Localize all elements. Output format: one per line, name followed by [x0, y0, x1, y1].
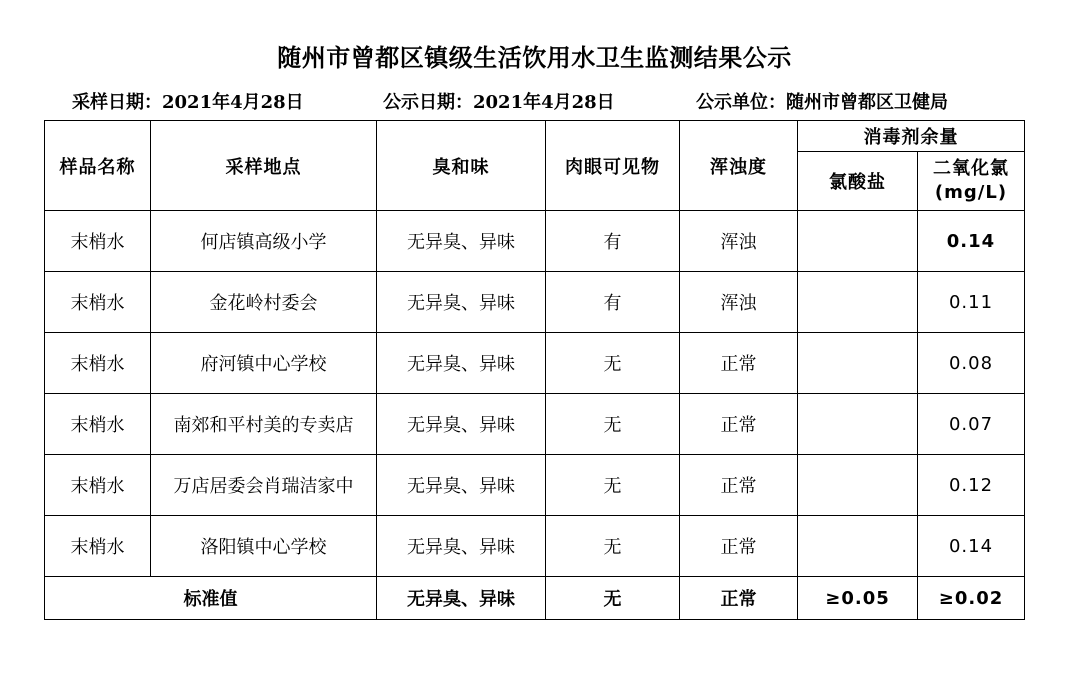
cell-chlorine-dioxide: 0.07	[918, 394, 1025, 455]
cell-sample-name: 末梢水	[45, 333, 151, 394]
cell-visible: 无	[546, 333, 680, 394]
header-smell: 臭和味	[377, 121, 546, 211]
standard-turbidity: 正常	[680, 577, 798, 620]
cell-smell: 无异臭、异味	[377, 455, 546, 516]
cell-visible: 有	[546, 211, 680, 272]
cell-location: 何店镇高级小学	[151, 211, 377, 272]
cell-location: 洛阳镇中心学校	[151, 516, 377, 577]
cell-chlorine-dioxide: 0.14	[918, 516, 1025, 577]
publish-date: 公示日期：2021年4月28日	[383, 92, 615, 113]
cell-turbidity: 正常	[680, 333, 798, 394]
cell-chlorine-dioxide: 0.11	[918, 272, 1025, 333]
cell-turbidity: 浑浊	[680, 272, 798, 333]
standard-label: 标准值	[45, 577, 377, 620]
cell-location: 金花岭村委会	[151, 272, 377, 333]
sample-date: 采样日期：2021年4月28日	[72, 92, 304, 113]
cell-chlorate	[798, 455, 918, 516]
cell-sample-name: 末梢水	[45, 516, 151, 577]
table-row	[45, 394, 1025, 455]
cell-visible: 有	[546, 272, 680, 333]
header-chlorine-dioxide-name: 二氧化氯	[933, 158, 1009, 179]
cell-chlorine-dioxide: 0.12	[918, 455, 1025, 516]
standard-smell: 无异臭、异味	[377, 577, 546, 620]
cell-smell: 无异臭、异味	[377, 394, 546, 455]
results-table	[44, 120, 1025, 620]
cell-chlorate	[798, 272, 918, 333]
cell-chlorate	[798, 516, 918, 577]
table-row	[45, 211, 1025, 272]
cell-location: 万店居委会肖瑞洁家中	[151, 455, 377, 516]
cell-smell: 无异臭、异味	[377, 211, 546, 272]
standard-visible: 无	[546, 577, 680, 620]
table-row	[45, 516, 1025, 577]
header-visible: 肉眼可见物	[546, 121, 680, 211]
cell-turbidity: 正常	[680, 516, 798, 577]
cell-chlorine-dioxide: 0.14	[918, 211, 1025, 272]
standard-chlorine-dioxide: ≥0.02	[918, 577, 1025, 620]
table-row	[45, 272, 1025, 333]
cell-turbidity: 浑浊	[680, 211, 798, 272]
cell-chlorine-dioxide: 0.08	[918, 333, 1025, 394]
cell-chlorate	[798, 211, 918, 272]
cell-sample-name: 末梢水	[45, 394, 151, 455]
header-sample-name: 样品名称	[45, 121, 151, 211]
cell-sample-name: 末梢水	[45, 455, 151, 516]
cell-visible: 无	[546, 394, 680, 455]
table-row	[45, 455, 1025, 516]
header-chlorine-dioxide	[918, 152, 1025, 211]
cell-visible: 无	[546, 516, 680, 577]
standard-chlorate: ≥0.05	[798, 577, 918, 620]
cell-chlorate	[798, 333, 918, 394]
header-turbidity: 浑浊度	[680, 121, 798, 211]
cell-sample-name: 末梢水	[45, 272, 151, 333]
cell-sample-name: 末梢水	[45, 211, 151, 272]
header-location: 采样地点	[151, 121, 377, 211]
standard-row	[45, 577, 1025, 620]
page-title: 随州市曾都区镇级生活饮用水卫生监测结果公示	[277, 44, 792, 72]
cell-smell: 无异臭、异味	[377, 333, 546, 394]
header-disinfectant: 消毒剂余量	[798, 121, 1025, 152]
cell-chlorate	[798, 394, 918, 455]
publisher: 公示单位：随州市曾都区卫健局	[696, 92, 948, 113]
table-row	[45, 333, 1025, 394]
cell-smell: 无异臭、异味	[377, 272, 546, 333]
header-chlorine-dioxide-unit: (mg/L)	[934, 182, 1008, 203]
header-chlorate: 氯酸盐	[798, 152, 918, 211]
cell-smell: 无异臭、异味	[377, 516, 546, 577]
cell-location: 南郊和平村美的专卖店	[151, 394, 377, 455]
cell-location: 府河镇中心学校	[151, 333, 377, 394]
cell-turbidity: 正常	[680, 394, 798, 455]
cell-visible: 无	[546, 455, 680, 516]
cell-turbidity: 正常	[680, 455, 798, 516]
